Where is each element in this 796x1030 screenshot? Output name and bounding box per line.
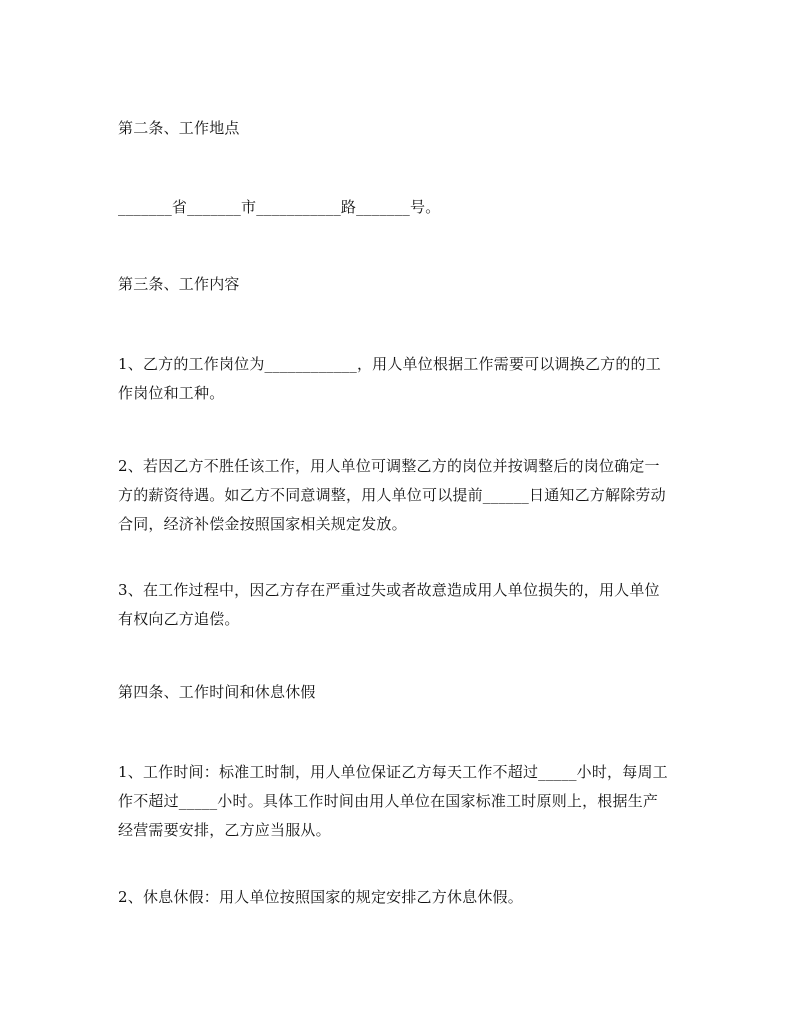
paragraph-job-position	[118, 350, 678, 408]
paragraph-rest-leave	[118, 883, 678, 912]
section-heading-work-content: 第三条、工作内容	[118, 275, 240, 293]
address-line: _______省_______市___________路_______号。	[118, 198, 441, 216]
paragraph-line: 2、若因乙方不胜任该工作，用人单位可调整乙方的岗位并按调整后的岗位确定一	[118, 457, 660, 475]
paragraph-line: 方的薪资待遇。如乙方不同意调整，用人单位可以提前______日通知乙方解除劳动	[118, 486, 666, 504]
paragraph-line: 1、工作时间：标准工时制，用人单位保证乙方每天工作不超过_____小时，每周工	[118, 763, 668, 781]
paragraph-position-adjustment	[118, 452, 678, 539]
paragraph-line: 1、乙方的工作岗位为____________，用人单位根据工作需要可以调换乙方的的工	[118, 355, 661, 373]
paragraph-working-hours	[118, 758, 678, 845]
paragraph-line: 有权向乙方追偿。	[118, 610, 240, 628]
paragraph-compensation-claim	[118, 576, 678, 634]
paragraph-line: 作不超过_____小时。具体工作时间由用人单位在国家标准工时原则上，根据生产	[118, 792, 659, 810]
paragraph-line: 作岗位和工种。	[118, 384, 225, 402]
paragraph-line: 经营需要安排，乙方应当服从。	[118, 821, 331, 839]
paragraph-line: 2、休息休假：用人单位按照国家的规定安排乙方休息休假。	[118, 888, 523, 906]
paragraph-line: 3、在工作过程中，因乙方存在严重过失或者故意造成用人单位损失的，用人单位	[118, 581, 660, 599]
section-heading-working-hours: 第四条、工作时间和休息休假	[118, 683, 316, 701]
paragraph-line: 合同，经济补偿金按照国家相关规定发放。	[118, 515, 407, 533]
section-heading-work-location: 第二条、工作地点	[118, 119, 240, 137]
